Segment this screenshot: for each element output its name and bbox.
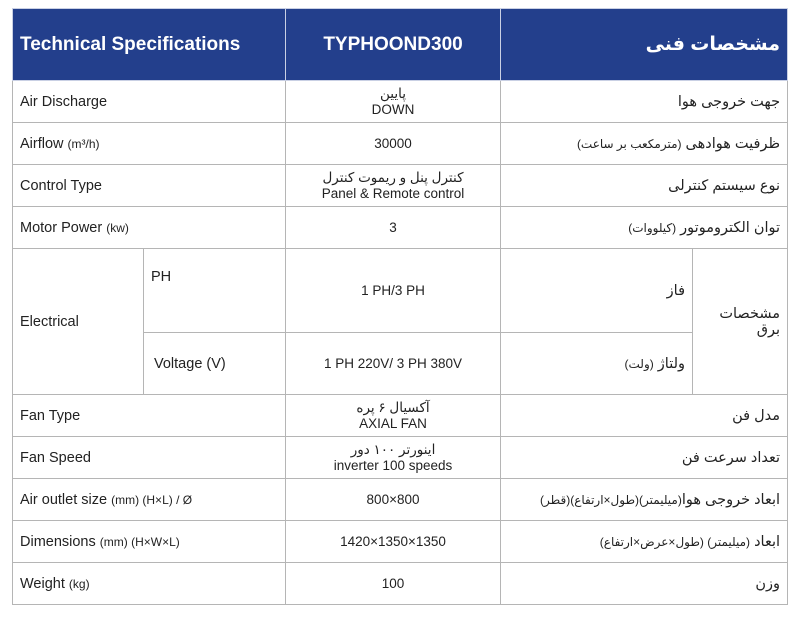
electrical-label-en: Electrical bbox=[13, 249, 144, 395]
table-row bbox=[13, 165, 788, 207]
table-row bbox=[13, 563, 788, 605]
electrical-label-fa: مشخصات برق bbox=[693, 249, 788, 395]
value: 3 bbox=[286, 207, 501, 249]
table-row bbox=[13, 81, 788, 123]
table-row bbox=[13, 123, 788, 165]
label-fa: توان الکتروموتور (کیلووات) bbox=[501, 207, 788, 249]
table-row bbox=[13, 395, 788, 437]
label-fa: ظرفیت هوادهی (مترمکعب بر ساعت) bbox=[501, 123, 788, 165]
label-en: Control Type bbox=[13, 165, 286, 207]
label-fa: تعداد سرعت فن bbox=[501, 437, 788, 479]
label-fa: نوع سیستم کنترلی bbox=[501, 165, 788, 207]
table-row bbox=[13, 437, 788, 479]
table-row bbox=[13, 521, 788, 563]
header-en: Technical Specifications bbox=[13, 9, 286, 81]
value: کنترل پنل و ریموت کنترل Panel & Remote control bbox=[286, 165, 501, 207]
header-fa: مشخصات فنی bbox=[501, 9, 788, 81]
ph-label-fa: فاز bbox=[501, 249, 693, 333]
value: 100 bbox=[286, 563, 501, 605]
value: 30000 bbox=[286, 123, 501, 165]
label-en: Weight (kg) bbox=[13, 563, 286, 605]
value: 800×800 bbox=[286, 479, 501, 521]
table-row bbox=[13, 479, 788, 521]
value-en: DOWN bbox=[371, 101, 415, 117]
value-fa: پایین bbox=[380, 85, 406, 101]
voltage-label-en: Voltage (V) bbox=[144, 333, 286, 395]
ph-label-en: PH bbox=[144, 249, 286, 333]
table-row bbox=[13, 207, 788, 249]
voltage-value: 1 PH 220V/ 3 PH 380V bbox=[286, 333, 501, 395]
header-model: TYPHOOND300 bbox=[286, 9, 501, 81]
label-en: Dimensions (mm) (H×W×L) bbox=[13, 521, 286, 563]
label-fa: ابعاد خروجی هوا(میلیمتر)(طول×ارتفاع)(قطر) bbox=[501, 479, 788, 521]
label-fa: مدل فن bbox=[501, 395, 788, 437]
value: اینورتر ۱۰۰ دور inverter 100 speeds bbox=[286, 437, 501, 479]
header-row bbox=[13, 9, 788, 81]
label-en: Fan Type bbox=[13, 395, 286, 437]
value: 1420×1350×1350 bbox=[286, 521, 501, 563]
label-en: Air outlet size (mm) (H×L) / Ø bbox=[13, 479, 286, 521]
label-fa: جهت خروجی هوا bbox=[501, 81, 788, 123]
value bbox=[286, 81, 501, 123]
label-en: Air Discharge bbox=[13, 81, 286, 123]
label-en: Fan Speed bbox=[13, 437, 286, 479]
voltage-label-fa: ولتاژ (ولت) bbox=[501, 333, 693, 395]
table-row-electrical-ph bbox=[13, 249, 788, 333]
label-fa: ابعاد (میلیمتر) (طول×عرض×ارتفاع) bbox=[501, 521, 788, 563]
value: آکسیال ۶ پره AXIAL FAN bbox=[286, 395, 501, 437]
ph-value: 1 PH/3 PH bbox=[286, 249, 501, 333]
label-en: Motor Power (kw) bbox=[13, 207, 286, 249]
label-fa: وزن bbox=[501, 563, 788, 605]
label-en: Airflow (m³/h) bbox=[13, 123, 286, 165]
spec-table bbox=[12, 8, 788, 605]
